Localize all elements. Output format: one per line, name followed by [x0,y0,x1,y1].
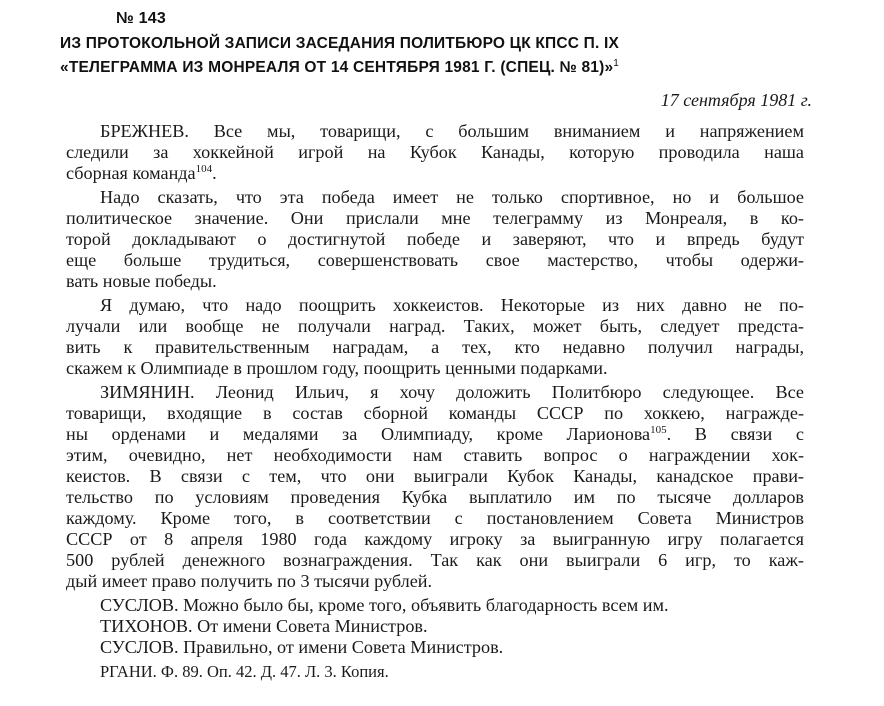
paragraph-line [66,424,804,445]
footnote-ref-104: 104 [195,162,213,175]
paragraph-line-text: . В связи с [666,424,804,444]
document-number: № 143 [116,10,166,27]
title-footnote-mark: 1 [613,58,620,69]
paragraph-line [66,163,804,184]
paragraph-line-end: . [212,163,217,183]
paragraph-line: СССР от 8 апреля 1980 года каждому игроку за выигранную игру полагается [66,529,804,549]
document-title-line-2-text: «ТЕЛЕГРАММА ИЗ МОНРЕАЛЯ ОТ 14 СЕНТЯБРЯ 1981 Г. (СПЕЦ. № 81)» [60,59,614,77]
paragraph-line: скажем к Олимпиаде в прошлом году, поощрить ценными подарками. [66,358,608,378]
paragraph-line: лучали или вообще не получали наград. Таких, может быть, следует предста- [66,316,804,336]
paragraph-line-text: ны орденами и медалями за Олимпиаду, кроме Ларионова [66,424,651,444]
paragraph-line: Надо сказать, что эта победа имеет не только спортивное, но и большое [100,187,804,207]
document-title-line-2 [60,58,850,77]
paragraph-line: торой докладывают о достигнутой победе и заверяют, что и впредь будут [66,229,804,249]
paragraph-line: этим, очевидно, нет необходимости нам ставить вопрос о награждении хок- [66,445,804,465]
paragraph-brezhnev-2 [66,187,804,292]
paragraph-line: ЗИМЯНИН. Леонид Ильич, я хочу доложить Политбюро следующее. Все [100,382,804,402]
paragraph-line: 500 рублей денежного вознаграждения. Так как они выиграли 6 игр, то каж- [66,550,804,570]
paragraph-zimyanin [66,382,804,592]
paragraph-suslov-1: СУСЛОВ. Можно было бы, кроме того, объявить благодарность всем им. [100,595,669,615]
paragraph-line: вить к правительственным наградам, а тех, кто недавно получил награды, [66,337,804,357]
document-title-line-1: ИЗ ПРОТОКОЛЬНОЙ ЗАПИСИ ЗАСЕДАНИЯ ПОЛИТБЮРО ЦК КПСС П. IX [60,35,620,52]
archive-source-reference: РГАНИ. Ф. 89. Оп. 42. Д. 47. Л. 3. Копия. [100,662,389,681]
paragraph-line: БРЕЖНЕВ. Все мы, товарищи, с большим вниманием и напряжением [100,121,804,141]
paragraph-line: следили за хоккейной игрой на Кубок Канады, которую проводила наша [66,142,804,162]
paragraph-brezhnev-1 [66,121,804,184]
paragraph-line: вать новые победы. [66,271,217,291]
document-body [66,121,804,658]
paragraph-line-text: сборная команда [66,163,196,183]
paragraph-line: еще больше трудиться, совершенствовать свое мастерство, чтобы одержи- [66,250,804,270]
paragraph-line: политическое значение. Они прислали мне телеграмму из Монреаля, в ко- [66,208,804,228]
footnote-ref-105: 105 [650,423,667,436]
paragraph-line: дый имеет право получить по 3 тысячи рублей. [66,571,433,591]
paragraph-line: каждому. Кроме того, в соответствии с постановлением Совета Министров [66,508,804,528]
paragraph-line: тельство по условиям проведения Кубка выплатило им по тысяче долларов [66,487,804,507]
paragraph-line: товарищи, входящие в состав сборной команды СССР по хоккею, награжде- [66,403,804,423]
paragraph-line: Я думаю, что надо поощрить хоккеистов. Некоторые из них давно не по- [100,295,804,315]
paragraph-suslov-2: СУСЛОВ. Правильно, от имени Совета Министров. [100,637,504,657]
paragraph-line: кеистов. В связи с тем, что они выиграли Кубок Канады, канадское прави- [66,466,804,486]
paragraph-brezhnev-3 [66,295,804,379]
document-date: 17 сентября 1981 г. [660,90,812,110]
paragraph-tikhonov: ТИХОНОВ. От имени Совета Министров. [100,616,428,636]
